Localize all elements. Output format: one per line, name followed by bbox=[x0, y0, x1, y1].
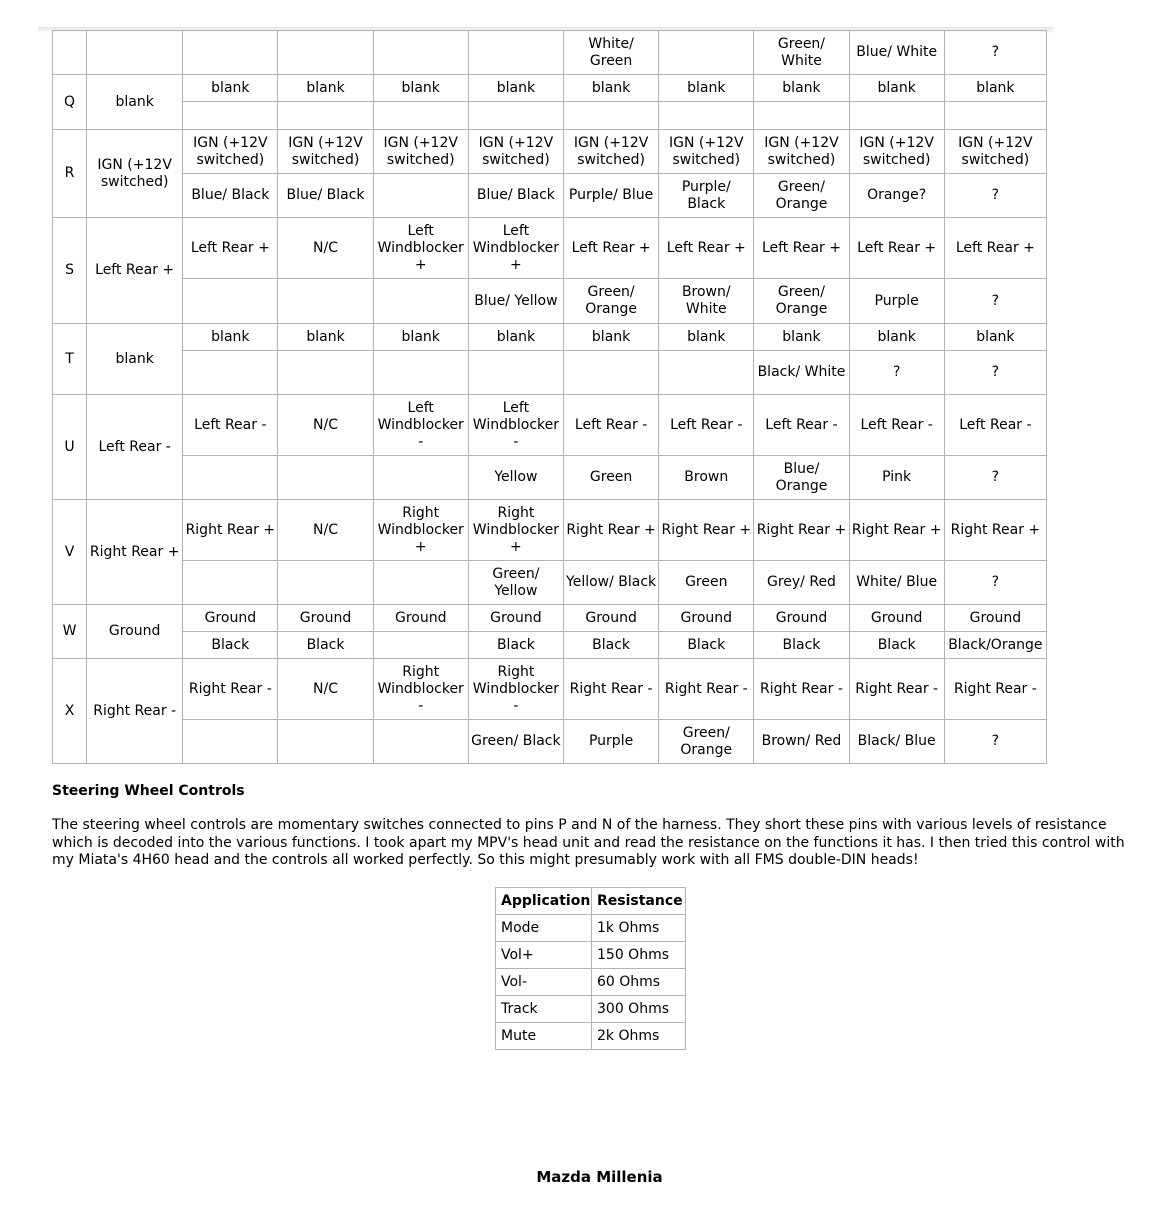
wire-color-cell: ? bbox=[944, 31, 1046, 75]
application-cell: Vol- bbox=[496, 969, 592, 996]
next-section-title: Mazda Millenia bbox=[536, 1168, 663, 1186]
unit-function-cell: Right Rear + bbox=[754, 500, 849, 561]
resistance-cell: 300 Ohms bbox=[592, 996, 686, 1023]
unit-function-cell: Left Rear + bbox=[849, 218, 944, 279]
unit-function-cell: Left Rear + bbox=[183, 218, 278, 279]
unit-function-cell: Right Rear - bbox=[564, 659, 659, 720]
unit-function-cell: Right Rear + bbox=[849, 500, 944, 561]
unit-function-cell: IGN (+12V switched) bbox=[754, 130, 849, 174]
wire-color-cell bbox=[564, 102, 659, 130]
unit-function-cell: blank bbox=[183, 75, 278, 102]
pin-function-cell: Right Rear - bbox=[87, 659, 183, 764]
pin-function-cell: Left Rear - bbox=[87, 395, 183, 500]
resistance-row-mode bbox=[496, 915, 686, 942]
unit-function-cell: Left Rear - bbox=[944, 395, 1046, 456]
wire-color-cell: ? bbox=[944, 279, 1046, 324]
wire-color-cell bbox=[468, 102, 563, 130]
unit-function-cell: blank bbox=[659, 324, 754, 351]
wire-color-cell bbox=[659, 351, 754, 395]
wire-color-cell: Brown/ White bbox=[659, 279, 754, 324]
wire-color-cell bbox=[373, 31, 468, 75]
unit-function-cell: N/C bbox=[278, 218, 373, 279]
wire-color-cell: ? bbox=[944, 456, 1046, 500]
wire-color-cell bbox=[278, 351, 373, 395]
unit-function-cell: Left Rear + bbox=[659, 218, 754, 279]
unit-function-cell: Ground bbox=[754, 605, 849, 632]
unit-function-cell: blank bbox=[373, 75, 468, 102]
wire-color-cell: Black bbox=[183, 632, 278, 659]
unit-function-cell: Left Rear - bbox=[183, 395, 278, 456]
wire-color-cell: Yellow bbox=[468, 456, 563, 500]
steering-section-heading: Steering Wheel Controls bbox=[52, 783, 245, 799]
unit-function-cell: blank bbox=[659, 75, 754, 102]
wire-color-cell bbox=[659, 31, 754, 75]
pin-row-top bbox=[53, 395, 1047, 456]
wire-color-cell bbox=[183, 456, 278, 500]
unit-function-cell: Ground bbox=[278, 605, 373, 632]
wire-color-cell bbox=[373, 102, 468, 130]
wire-color-cell bbox=[183, 351, 278, 395]
wire-color-cell: Green bbox=[564, 456, 659, 500]
unit-function-cell: blank bbox=[944, 75, 1046, 102]
unit-function-cell: Right Windblocker - bbox=[373, 659, 468, 720]
wire-color-cell: Black bbox=[849, 632, 944, 659]
application-column-header: Application bbox=[496, 888, 592, 915]
unit-function-cell: blank bbox=[754, 324, 849, 351]
pin-letter-cell: U bbox=[53, 395, 87, 500]
resistance-row-track bbox=[496, 996, 686, 1023]
wire-color-cell bbox=[183, 720, 278, 764]
wire-color-cell: Green/ Orange bbox=[659, 720, 754, 764]
pin-row-top bbox=[53, 75, 1047, 102]
wire-color-cell bbox=[373, 632, 468, 659]
unit-function-cell: Right Rear - bbox=[183, 659, 278, 720]
unit-function-cell: blank bbox=[564, 324, 659, 351]
wire-color-cell bbox=[183, 279, 278, 324]
pin-letter-cell: R bbox=[53, 130, 87, 218]
pin-row-bottom bbox=[53, 720, 1047, 764]
wire-color-cell bbox=[183, 102, 278, 130]
pin-row-bottom bbox=[53, 351, 1047, 395]
wire-color-cell: Grey/ Red bbox=[754, 561, 849, 605]
wire-color-cell bbox=[278, 102, 373, 130]
unit-function-cell: Left Windblocker - bbox=[468, 395, 563, 456]
wire-color-cell: Black bbox=[278, 632, 373, 659]
unit-function-cell: Left Windblocker - bbox=[373, 395, 468, 456]
harness-pin-table-body bbox=[53, 31, 1047, 764]
wire-color-cell: Green/ Black bbox=[468, 720, 563, 764]
wire-color-cell bbox=[183, 31, 278, 75]
unit-function-cell: Ground bbox=[944, 605, 1046, 632]
unit-function-cell: Right Rear - bbox=[754, 659, 849, 720]
wire-color-cell: Blue/ Black bbox=[278, 174, 373, 218]
unit-function-cell: blank bbox=[183, 324, 278, 351]
unit-function-cell: Ground bbox=[468, 605, 563, 632]
resistance-cell: 60 Ohms bbox=[592, 969, 686, 996]
pin-function-cell: blank bbox=[87, 324, 183, 395]
pin-letter-cell: T bbox=[53, 324, 87, 395]
application-cell: Vol+ bbox=[496, 942, 592, 969]
wire-color-cell bbox=[278, 720, 373, 764]
wire-color-cell bbox=[183, 561, 278, 605]
wire-color-cell: ? bbox=[944, 561, 1046, 605]
pin-function-cell: blank bbox=[87, 75, 183, 130]
unit-function-cell: Left Rear + bbox=[754, 218, 849, 279]
application-cell: Mute bbox=[496, 1023, 592, 1050]
wire-color-cell: Purple bbox=[849, 279, 944, 324]
unit-function-cell: Ground bbox=[849, 605, 944, 632]
unit-function-cell: Right Rear + bbox=[183, 500, 278, 561]
wire-color-cell: Green/ White bbox=[754, 31, 849, 75]
pin-letter-cell: S bbox=[53, 218, 87, 324]
unit-function-cell: Right Rear - bbox=[659, 659, 754, 720]
resistance-cell: 150 Ohms bbox=[592, 942, 686, 969]
unit-function-cell: IGN (+12V switched) bbox=[944, 130, 1046, 174]
unit-function-cell: Left Rear - bbox=[659, 395, 754, 456]
unit-function-cell: blank bbox=[278, 324, 373, 351]
unit-function-cell: blank bbox=[373, 324, 468, 351]
pin-function-cell: Right Rear + bbox=[87, 500, 183, 605]
unit-function-cell: IGN (+12V switched) bbox=[183, 130, 278, 174]
unit-function-cell: Left Windblocker + bbox=[468, 218, 563, 279]
pin-row-bottom bbox=[53, 561, 1047, 605]
resistance-row-vol-minus bbox=[496, 969, 686, 996]
wire-color-cell: Green/ Orange bbox=[564, 279, 659, 324]
resistance-row-mute bbox=[496, 1023, 686, 1050]
pin-letter-cell: V bbox=[53, 500, 87, 605]
wire-color-cell: Black/Orange bbox=[944, 632, 1046, 659]
unit-function-cell: blank bbox=[849, 75, 944, 102]
wire-color-cell bbox=[564, 351, 659, 395]
unit-function-cell: blank bbox=[849, 324, 944, 351]
unit-function-cell: Left Rear - bbox=[754, 395, 849, 456]
wire-color-cell bbox=[468, 31, 563, 75]
wire-color-cell: Blue/ Yellow bbox=[468, 279, 563, 324]
wire-color-cell bbox=[373, 720, 468, 764]
pin-letter-cell bbox=[53, 31, 87, 75]
wire-color-cell: Blue/ Black bbox=[468, 174, 563, 218]
wire-color-cell: White/ Blue bbox=[849, 561, 944, 605]
wire-color-cell: Purple bbox=[564, 720, 659, 764]
pin-row-top bbox=[53, 500, 1047, 561]
pin-row-bottom bbox=[53, 632, 1047, 659]
wire-color-cell: Black bbox=[659, 632, 754, 659]
unit-function-cell: IGN (+12V switched) bbox=[468, 130, 563, 174]
unit-function-cell: Left Rear + bbox=[564, 218, 659, 279]
unit-function-cell: blank bbox=[468, 75, 563, 102]
wire-color-cell: ? bbox=[944, 174, 1046, 218]
resistance-table bbox=[495, 887, 686, 1050]
unit-function-cell: Right Rear - bbox=[849, 659, 944, 720]
pin-row-bottom bbox=[53, 31, 1047, 75]
steering-description: The steering wheel controls are momentary switches connected to pins P and N of the harness. They short these pins with various levels of resistance which is decoded into the various functions. I took apart my MPV's head unit and read the resistance on the functions it has. I then tried this control with my Miata's 4H60 head and the controls all worked perfectly. So this might presumably work with all FMS double-DIN heads! bbox=[52, 817, 1125, 868]
pin-letter-cell: Q bbox=[53, 75, 87, 130]
application-cell: Track bbox=[496, 996, 592, 1023]
pin-row-top bbox=[53, 659, 1047, 720]
pin-row-bottom bbox=[53, 174, 1047, 218]
unit-function-cell: IGN (+12V switched) bbox=[659, 130, 754, 174]
pin-function-cell bbox=[87, 31, 183, 75]
pin-function-cell: Ground bbox=[87, 605, 183, 659]
wire-color-cell: Orange? bbox=[849, 174, 944, 218]
wire-color-cell bbox=[278, 31, 373, 75]
wire-color-cell: Black bbox=[754, 632, 849, 659]
wire-color-cell: Green bbox=[659, 561, 754, 605]
pin-row-bottom bbox=[53, 279, 1047, 324]
unit-function-cell: Left Rear + bbox=[944, 218, 1046, 279]
unit-function-cell: IGN (+12V switched) bbox=[278, 130, 373, 174]
wire-color-cell: Blue/ Orange bbox=[754, 456, 849, 500]
resistance-row-vol-plus bbox=[496, 942, 686, 969]
pin-row-top bbox=[53, 130, 1047, 174]
unit-function-cell: blank bbox=[944, 324, 1046, 351]
unit-function-cell: IGN (+12V switched) bbox=[373, 130, 468, 174]
wire-color-cell: Purple/ Black bbox=[659, 174, 754, 218]
unit-function-cell: Right Windblocker - bbox=[468, 659, 563, 720]
application-cell: Mode bbox=[496, 915, 592, 942]
wire-color-cell bbox=[373, 174, 468, 218]
unit-function-cell: Ground bbox=[183, 605, 278, 632]
unit-function-cell: Left Windblocker + bbox=[373, 218, 468, 279]
wire-color-cell bbox=[278, 279, 373, 324]
wire-color-cell: Black/ Blue bbox=[849, 720, 944, 764]
pin-function-cell: Left Rear + bbox=[87, 218, 183, 324]
unit-function-cell: Right Rear + bbox=[944, 500, 1046, 561]
unit-function-cell: blank bbox=[754, 75, 849, 102]
unit-function-cell: Left Rear - bbox=[564, 395, 659, 456]
unit-function-cell: blank bbox=[468, 324, 563, 351]
wire-color-cell bbox=[373, 279, 468, 324]
resistance-cell: 2k Ohms bbox=[592, 1023, 686, 1050]
pin-letter-cell: W bbox=[53, 605, 87, 659]
unit-function-cell: Right Windblocker + bbox=[468, 500, 563, 561]
wire-color-cell bbox=[944, 102, 1046, 130]
wire-color-cell bbox=[659, 102, 754, 130]
pin-row-top bbox=[53, 605, 1047, 632]
unit-function-cell: Right Rear + bbox=[564, 500, 659, 561]
wire-color-cell: Black bbox=[564, 632, 659, 659]
pin-row-top bbox=[53, 218, 1047, 279]
unit-function-cell: Right Rear + bbox=[659, 500, 754, 561]
wire-color-cell bbox=[278, 561, 373, 605]
unit-function-cell: N/C bbox=[278, 500, 373, 561]
wire-color-cell: Green/ Orange bbox=[754, 279, 849, 324]
unit-function-cell: IGN (+12V switched) bbox=[564, 130, 659, 174]
resistance-cell: 1k Ohms bbox=[592, 915, 686, 942]
unit-function-cell: blank bbox=[278, 75, 373, 102]
wire-color-cell: Purple/ Blue bbox=[564, 174, 659, 218]
wire-color-cell: Black bbox=[468, 632, 563, 659]
pin-row-bottom bbox=[53, 102, 1047, 130]
pin-row-bottom bbox=[53, 456, 1047, 500]
unit-function-cell: blank bbox=[564, 75, 659, 102]
resistance-column-header: Resistance bbox=[592, 888, 686, 915]
unit-function-cell: Right Windblocker + bbox=[373, 500, 468, 561]
wire-color-cell: Green/ Yellow bbox=[468, 561, 563, 605]
resistance-header-row bbox=[496, 888, 686, 915]
pin-letter-cell: X bbox=[53, 659, 87, 764]
wire-color-cell bbox=[849, 102, 944, 130]
wire-color-cell bbox=[278, 456, 373, 500]
unit-function-cell: Ground bbox=[659, 605, 754, 632]
pin-row-top bbox=[53, 324, 1047, 351]
wire-color-cell bbox=[468, 351, 563, 395]
unit-function-cell: Left Rear - bbox=[849, 395, 944, 456]
unit-function-cell: IGN (+12V switched) bbox=[849, 130, 944, 174]
wire-color-cell: Blue/ Black bbox=[183, 174, 278, 218]
wire-color-cell bbox=[754, 102, 849, 130]
wire-color-cell: Blue/ White bbox=[849, 31, 944, 75]
wire-color-cell bbox=[373, 351, 468, 395]
wire-color-cell: ? bbox=[849, 351, 944, 395]
unit-function-cell: Right Rear - bbox=[944, 659, 1046, 720]
wire-color-cell: Black/ White bbox=[754, 351, 849, 395]
unit-function-cell: Ground bbox=[373, 605, 468, 632]
wire-color-cell: Yellow/ Black bbox=[564, 561, 659, 605]
unit-function-cell: N/C bbox=[278, 659, 373, 720]
wire-color-cell: ? bbox=[944, 720, 1046, 764]
wire-color-cell: White/ Green bbox=[564, 31, 659, 75]
pin-function-cell: IGN (+12V switched) bbox=[87, 130, 183, 218]
unit-function-cell: N/C bbox=[278, 395, 373, 456]
unit-function-cell: Ground bbox=[564, 605, 659, 632]
wire-color-cell: Brown bbox=[659, 456, 754, 500]
wire-color-cell: Brown/ Red bbox=[754, 720, 849, 764]
harness-pin-table bbox=[52, 30, 1047, 764]
wire-color-cell: Green/ Orange bbox=[754, 174, 849, 218]
wire-color-cell: Pink bbox=[849, 456, 944, 500]
wire-color-cell bbox=[373, 561, 468, 605]
wire-color-cell: ? bbox=[944, 351, 1046, 395]
wire-color-cell bbox=[373, 456, 468, 500]
